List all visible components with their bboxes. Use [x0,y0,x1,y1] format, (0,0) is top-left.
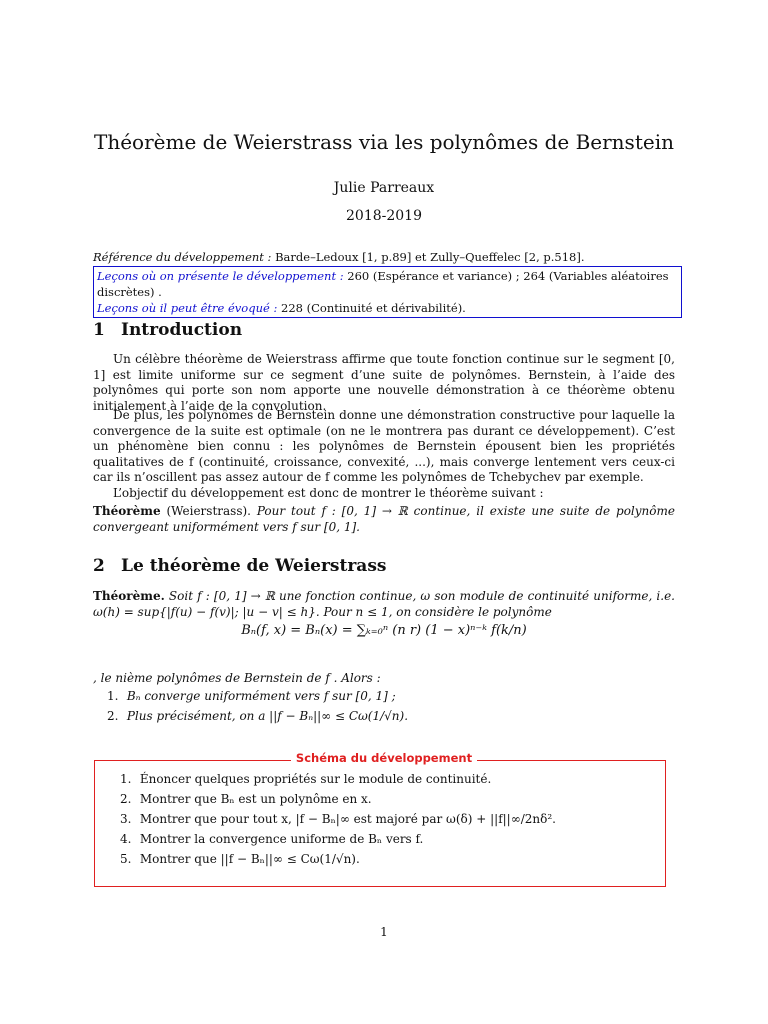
lessons-box [93,266,682,318]
schema-list [120,772,650,872]
theorem-conclusions [93,689,675,729]
list-item [120,812,650,826]
section-heading-introduction [93,320,242,340]
item-number: 1. [107,689,119,703]
theorem-label: Théorème [93,504,161,518]
list-item [107,709,675,723]
reference-line [93,250,683,264]
item-number: 2. [107,709,119,723]
section-heading-weierstrass [93,556,386,576]
intro-paragraph-1: Un célèbre théorème de Weierstrass affirme que toute fonction continue sur le segment [0, 1] est limite uniforme sur ce segment d’une suite de polynômes. Bernstein, à l’aide des polynômes qui porte son nom apporte une nouvelle démonstration à ce théorème obtenu initialement à l’aide de la convolution. [93,352,675,413]
item-number: 1. [120,772,132,786]
lessons-presented-label: Leçons où on présente le développement : [97,269,344,283]
schema-title [0,751,768,765]
item-number: 2. [120,792,132,806]
item-number: 5. [120,852,132,866]
list-item [120,832,650,846]
list-item [120,772,650,786]
section-title: Introduction [121,320,243,340]
bernstein-formula: Bₙ(f, x) = Bₙ(x) = ∑ₖ₌₀ⁿ (n r) (1 − x)ⁿ⁻ᵏ f(k/n) [241,623,527,638]
list-item [120,852,650,866]
schema-title-text: Schéma du développement [291,751,477,765]
theorem-continuation: , le nième polynômes de Bernstein de f . Alors : [93,671,381,685]
document-title: Théorème de Weierstrass via les polynômes de Bernstein [94,130,674,154]
weierstrass-theorem-statement [93,504,675,535]
item-number: 3. [120,812,132,826]
theorem-text: Pour tout f : [0, 1] → ℝ continue, il existe une suite de polynôme convergeant uniformément vers f sur [0, 1]. [93,504,675,534]
list-item [107,689,675,703]
intro-paragraph-2: De plus, les polynômes de Bernstein donne une démonstration constructive pour laquelle la convergence de la suite est optimale (on ne le montrera pas durant ce développement). C’est un phénomène bien connu : les polynômes de Bernstein épousent bien les propriétés qualitatives de f (continuité, croissance, convexité, ...), mais converge lentement vers ceux-ci car ils n’oscillent pas assez autour de f comme les polynômes de Tchebychev par exemple. [93,408,675,484]
lessons-presented [97,268,678,300]
lessons-evoked-text: 228 (Continuité et dérivabilité). [281,301,466,315]
item-number: 4. [120,832,132,846]
page-number: 1 [380,925,388,939]
reference-label: Référence du développement : [93,250,272,264]
item-text: Montrer que Bₙ est un polynôme en x. [139,792,372,806]
author-name: Julie Parreaux [333,180,435,196]
section-number: 2 [93,556,105,576]
bernstein-theorem-statement [93,589,675,620]
item-text: Montrer la convergence uniforme de Bₙ vers f. [139,832,424,846]
theorem-name: (Weierstrass). [166,504,251,518]
item-text: Énoncer quelques propriétés sur le module de continuité. [139,772,492,786]
lessons-evoked [97,300,678,316]
theorem-label: Théorème. [93,589,165,603]
item-text: Plus précisément, on a ||f − Bₙ||∞ ≤ Cω(1/√n). [126,709,409,723]
item-text: Bₙ converge uniformément vers f sur [0, 1] ; [126,689,396,703]
item-text: Montrer que pour tout x, |f − Bₙ|∞ est majoré par ω(δ) + ||f||∞/2nδ². [139,812,556,826]
section-title: Le théorème de Weierstrass [121,556,387,576]
section-number: 1 [93,320,105,340]
reference-text: Barde–Ledoux [1, p.89] et Zully–Queffelec [2, p.518]. [275,250,585,264]
item-text: Montrer que ||f − Bₙ||∞ ≤ Cω(1/√n). [139,852,360,866]
intro-paragraph-3: L’objectif du développement est donc de montrer le théorème suivant : [113,486,544,500]
lessons-presented-text: 260 (Espérance et variance) ; 264 (Variables aléatoires discrètes) . [97,269,669,299]
theorem-text: Soit f : [0, 1] → ℝ une fonction continue, ω son module de continuité uniforme, i.e. ω(h) = sup{|f(u) − f(v)|; |u − v| ≤ h}. Pour n ≤ 1, on considère le polynôme [93,589,675,619]
document-date: 2018-2019 [346,208,422,224]
list-item [120,792,650,806]
lessons-evoked-label: Leçons où il peut être évoqué : [97,301,278,315]
